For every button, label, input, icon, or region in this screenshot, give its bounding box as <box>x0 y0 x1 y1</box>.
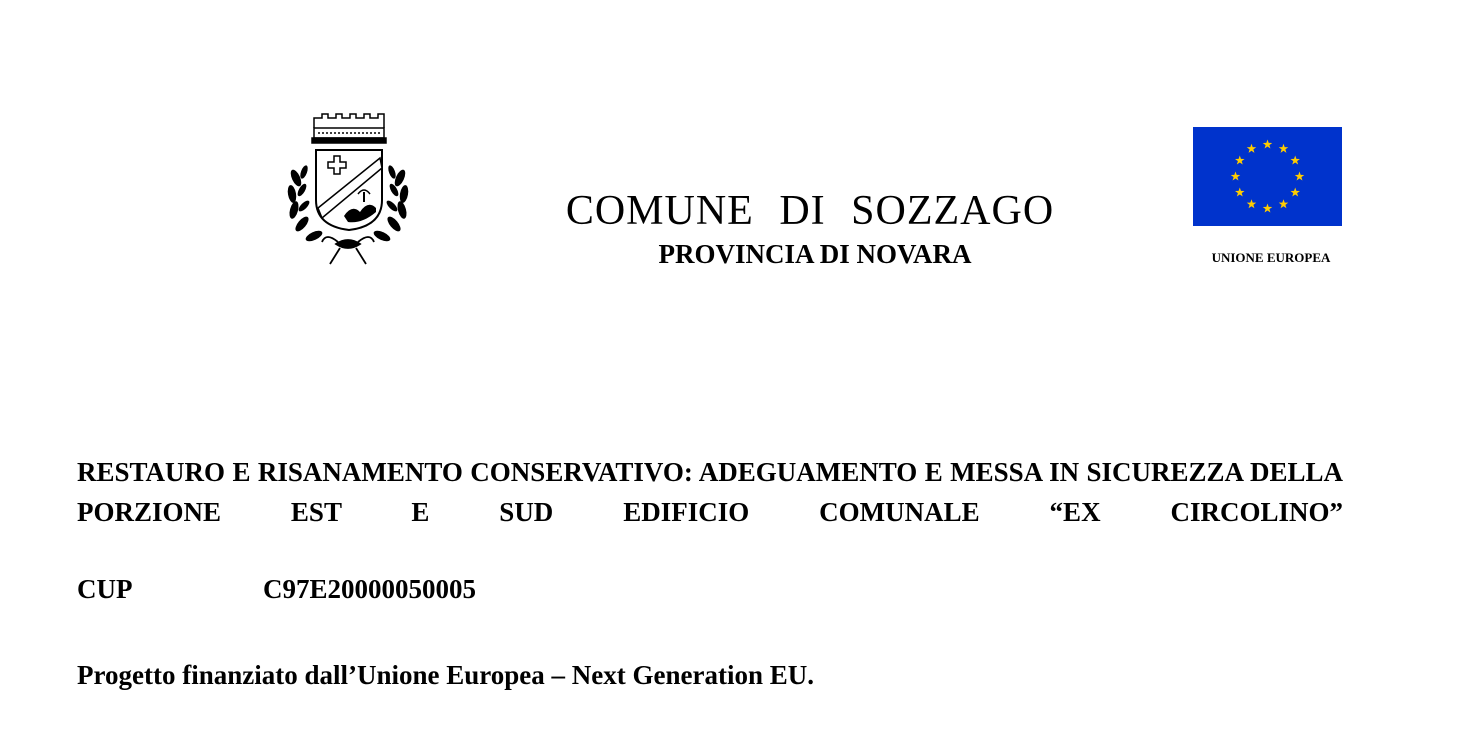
project-title: RESTAURO E RISANAMENTO CONSERVATIVO: ADEGUAMENTO E MESSA IN SICUREZZA DELLA PORZIONE EST E SUD EDIFICIO COMUNALE “EX CIRCOLINO” <box>77 457 1343 527</box>
municipality-title: COMUNE DI SOZZAGO <box>565 188 1055 234</box>
cup-label: CUP <box>77 574 133 604</box>
province-subtitle: PROVINCIA DI NOVARA <box>658 239 972 269</box>
eu-label: UNIONE EUROPEA <box>1211 250 1331 265</box>
cup-row <box>77 570 777 608</box>
crown-icon <box>312 114 386 143</box>
eu-flag-icon <box>1193 127 1342 226</box>
shield-icon <box>316 150 382 230</box>
cup-code: C97E20000050005 <box>263 574 477 604</box>
ribbon-icon <box>322 237 374 264</box>
coat-of-arms-icon <box>278 108 418 268</box>
funding-statement: Progetto finanziato dall’Unione Europea – Next Generation EU. <box>77 660 814 690</box>
